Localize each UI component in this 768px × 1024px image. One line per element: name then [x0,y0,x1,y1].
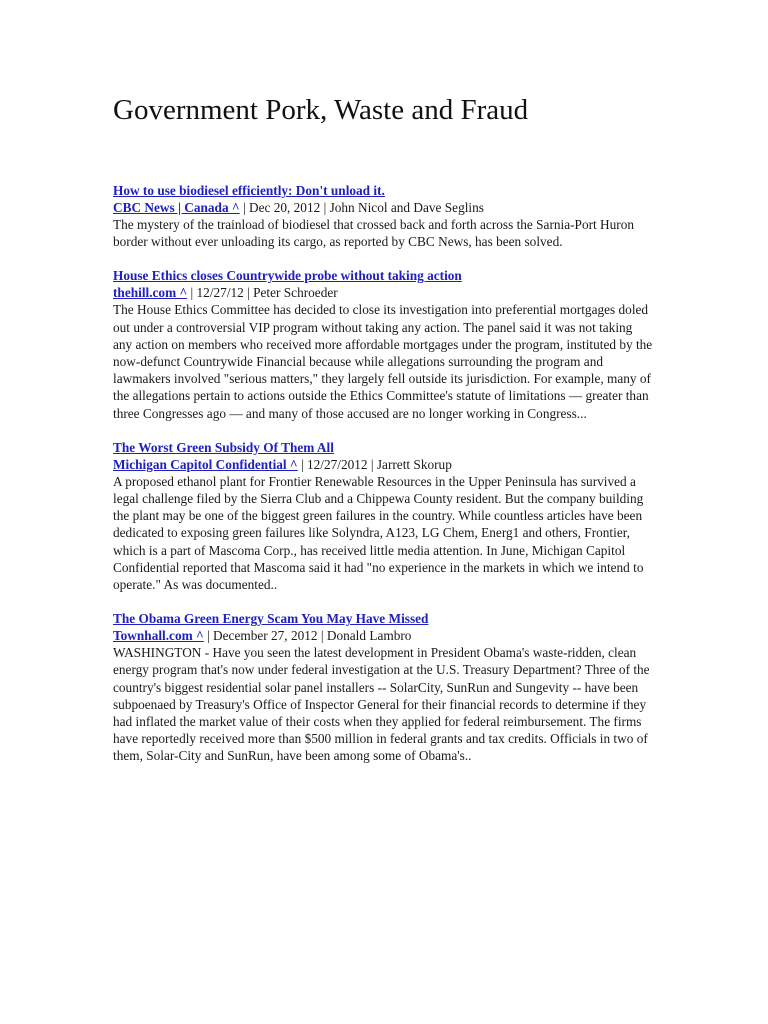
meta-separator: | [297,456,307,472]
meta-separator: | [187,285,197,301]
article-source-link[interactable]: CBC News | Canada ^ [113,200,240,215]
meta-separator: | [367,456,377,472]
article-meta [113,627,653,644]
meta-separator: | [239,200,249,215]
article-author: John Nicol and Dave Seglins [329,200,484,215]
article-headline-link[interactable]: The Worst Green Subsidy Of Them All [113,439,334,455]
article-date: December 27, 2012 [213,628,318,644]
article-summary: The mystery of the trainload of biodiesel that crossed back and forth across the Sarnia-Port Huron border without ever unloading its cargo, as reported by CBC News, has been solved. [113,217,635,250]
article-meta [113,456,653,473]
article-date: 12/27/12 [196,285,244,301]
article-item [113,182,653,250]
article-author: Donald Lambro [326,628,412,644]
meta-separator: | [317,628,327,644]
article-summary: A proposed ethanol plant for Frontier Renewable Resources in the Upper Peninsula has survived a legal challenge filed by the Sierra Club and a Chippewa County resident. But the company building the plant may be one of the biggest green failures in the country. While countless articles have been dedicated to exposing green failures like Solyndra, A123, LG Chem, Energ1 and others, Frontier, which is a part of Mascoma Corp., has received little media attention. In June, Michigan Capitol Confidential reported that Mascoma said it had "no experience in the markets in which we intend to operate." As was documented.. [113,473,644,593]
article-source-link[interactable]: Michigan Capitol Confidential ^ [113,456,298,472]
article-headline-link[interactable]: How to use biodiesel efficiently: Don't unload it. [113,183,385,198]
article-summary: The House Ethics Committee has decided to close its investigation into preferential mortgages doled out under a controversial VIP program without taking any action. The panel said it was not taking any action on members who received more affordable mortgages under the program, instituted by the now-defunct Countrywide Financial because while allegations surrounding the program and lawmakers involved "serious matters," they largely fell outside its jurisdiction. For example, many of the allegations pertain to actions outside the Ethics Committee's statute of limitations — greater than three Congresses ago — and many of those accused are no longer working in Congress... [113,302,653,421]
document-page [113,90,653,782]
page-title: Government Pork, Waste and Fraud [113,94,529,126]
article-meta [113,199,653,216]
article-source-link[interactable]: Townhall.com ^ [113,628,204,644]
article-headline-link[interactable]: The Obama Green Energy Scam You May Have Missed [113,611,429,627]
article-item [113,267,653,421]
article-date: Dec 20, 2012 [248,200,321,215]
article-author: Jarrett Skorup [376,456,452,472]
meta-separator: | [320,200,330,215]
meta-separator: | [243,285,254,301]
article-author: Peter Schroeder [253,285,338,301]
article-summary: WASHINGTON - Have you seen the latest development in President Obama's waste-ridden, clean energy program that's now under federal investigation at the U.S. Treasury Department? Three of the country's biggest residential solar panel installers -- SolarCity, SunRun and Sungevity -- have been subpoenaed by Treasury's Office of Inspector General for their financial records to determine if they had inflated the market value of their costs when they applied for federal reimbursement. The firms have reportedly received more than $500 million in federal grants and tax credits. Officials in two of them, Solar-City and SunRun, have been among some of Obama's.. [113,645,650,764]
article-date: 12/27/2012 [306,456,368,472]
meta-separator: | [203,628,214,644]
article-source-link[interactable]: thehill.com ^ [113,285,188,301]
article-headline-link[interactable]: House Ethics closes Countrywide probe without taking action [113,268,462,284]
article-item [113,610,653,764]
article-meta [113,284,653,301]
article-item [113,439,653,593]
